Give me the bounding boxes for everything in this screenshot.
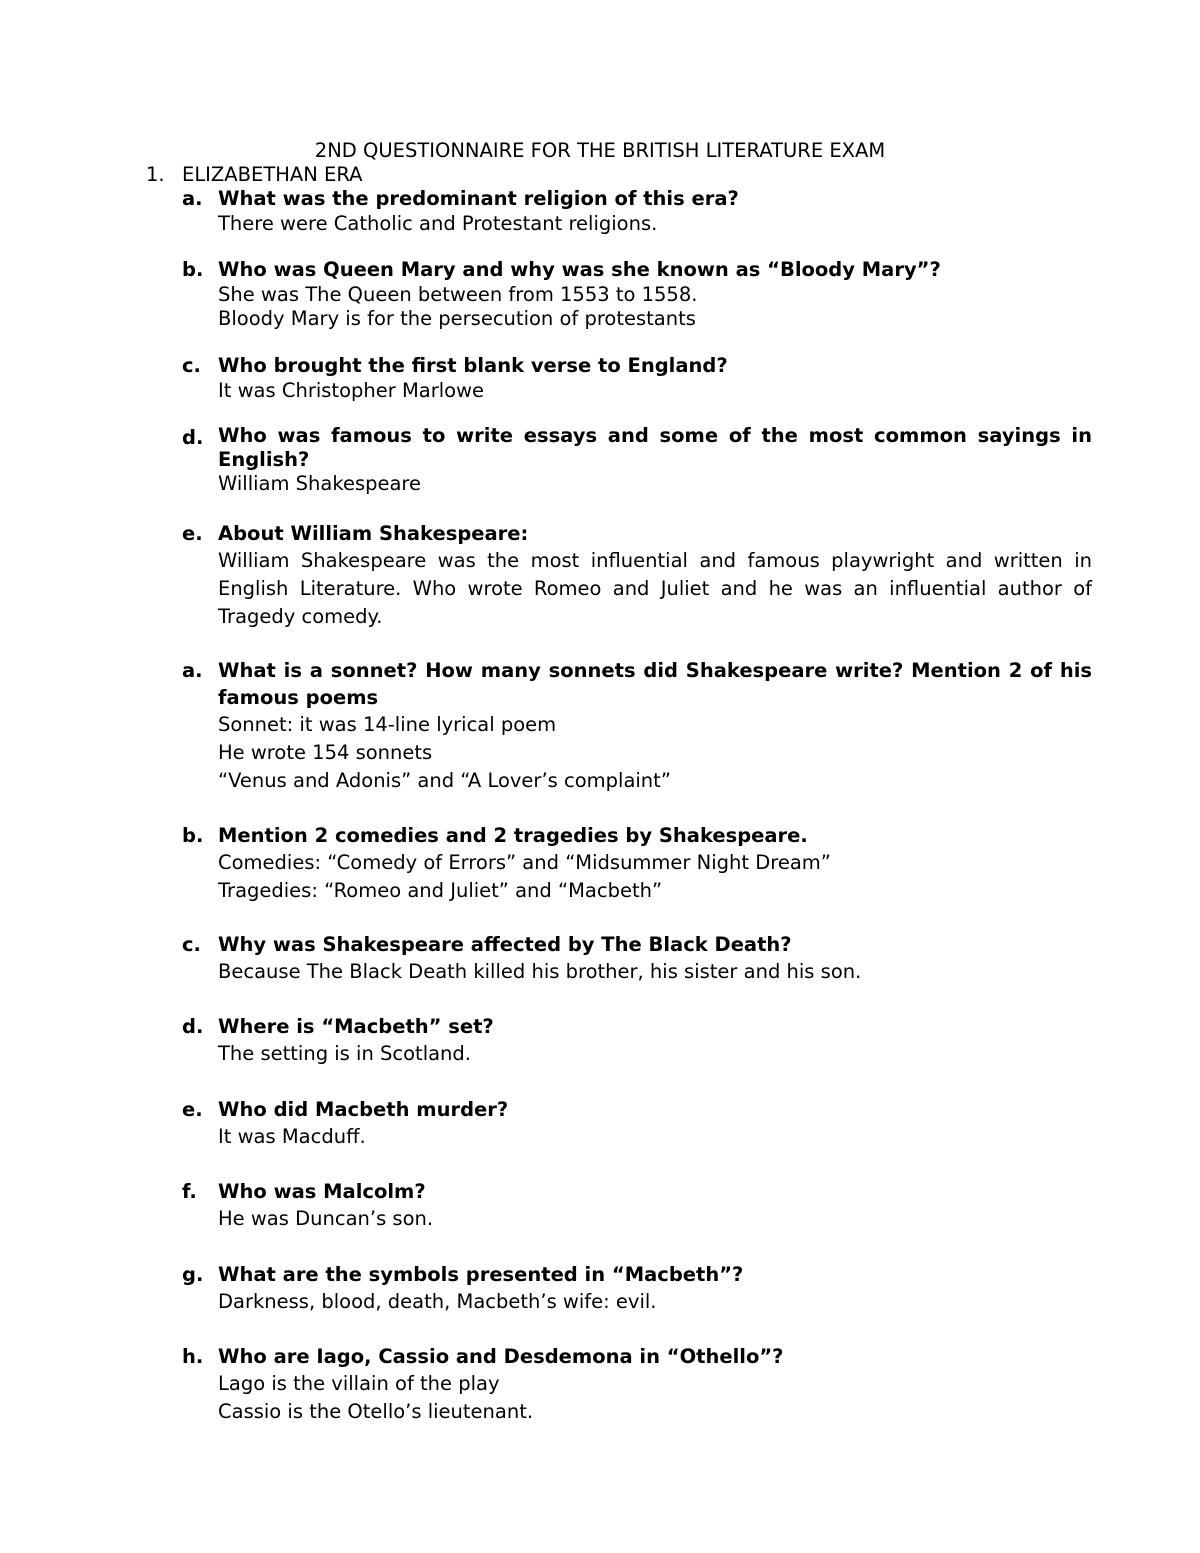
answer-paragraph: William Shakespeare was the most influential and famous playwright and written in English Literature. Who wrote Romeo and Juliet and he was an influential author of Tragedy comedy. (218, 549, 1092, 628)
answer-line: Darkness, blood, death, Macbeth’s wife: evil. (218, 1290, 657, 1313)
answer-block (218, 1123, 1092, 1151)
question-item (182, 1261, 1092, 1316)
answer-block (218, 1288, 1092, 1316)
question-letter: c. (182, 933, 201, 956)
question-item (182, 931, 1092, 986)
question-text: Mention 2 comedies and 2 tragedies by Shakespeare. (218, 824, 808, 847)
answer-line: Lago is the villain of the play (218, 1372, 500, 1395)
answer-line: Sonnet: it was 14-line lyrical poem (218, 713, 557, 736)
question-letter: b. (182, 258, 204, 281)
answer-line: Bloody Mary is for the persecution of protestants (218, 306, 696, 330)
answer-block (218, 1370, 1092, 1426)
answer-line: “Venus and Adonis” and “A Lover’s complaint” (218, 769, 671, 792)
answer-block (218, 849, 1092, 905)
question-text: About William Shakespeare: (218, 522, 529, 545)
question-letter: d. (182, 426, 204, 449)
section-number: 1. (146, 163, 165, 186)
question-text: Who brought the first blank verse to England? (218, 354, 728, 377)
question-text: What is a sonnet? How many sonnets did Shakespeare write? Mention 2 of his famous poems (218, 659, 1092, 709)
question-letter: h. (182, 1345, 204, 1368)
question-item (182, 520, 1092, 631)
question-text: Who was Malcolm? (218, 1180, 426, 1203)
question-text: What are the symbols presented in “Macbeth”? (218, 1263, 744, 1286)
question-item (182, 185, 1092, 236)
question-text: Who was famous to write essays and some of the most common sayings in English? (218, 424, 1092, 471)
question-text: Why was Shakespeare affected by The Black Death? (218, 933, 792, 956)
answer-block (218, 283, 1092, 330)
answer-line: Cassio is the Otello’s lieutenant. (218, 1400, 534, 1423)
answer-block (218, 379, 1092, 403)
question-letter: e. (182, 522, 203, 545)
answer-block (218, 1040, 1092, 1068)
question-letter: g. (182, 1263, 204, 1286)
answer-line: Tragedies: “Romeo and Juliet” and “Macbeth” (218, 879, 663, 902)
question-text: Who did Macbeth murder? (218, 1098, 509, 1121)
question-item (182, 1013, 1092, 1068)
answer-line: She was The Queen between from 1553 to 1558. (218, 283, 698, 306)
answer-line: William Shakespeare (218, 472, 422, 495)
question-text: Who are Iago, Cassio and Desdemona in “Othello”? (218, 1345, 784, 1368)
question-item (182, 1343, 1092, 1426)
answer-line: He was Duncan’s son. (218, 1207, 434, 1230)
answer-line: It was Christopher Marlowe (218, 379, 485, 402)
answer-line: It was Macduff. (218, 1125, 366, 1148)
answer-block (218, 711, 1092, 795)
question-text: Where is “Macbeth” set? (218, 1015, 494, 1038)
answer-line: He wrote 154 sonnets (218, 741, 433, 764)
document-title: 2ND QUESTIONNAIRE FOR THE BRITISH LITERATURE EXAM (314, 139, 886, 162)
question-item (182, 256, 1092, 330)
answer-block (218, 472, 1092, 496)
section-title: ELIZABETHAN ERA (182, 163, 363, 186)
answer-line: There were Catholic and Protestant religions. (218, 212, 658, 235)
answer-block (218, 958, 1092, 986)
answer-line: Comedies: “Comedy of Errors” and “Midsummer Night Dream” (218, 851, 831, 874)
question-letter: d. (182, 1015, 204, 1038)
question-item (182, 424, 1092, 496)
question-letter: a. (182, 659, 203, 682)
question-letter: e. (182, 1098, 203, 1121)
question-item (182, 822, 1092, 905)
question-letter: a. (182, 187, 203, 210)
question-text: Who was Queen Mary and why was she known as “Bloody Mary”? (218, 258, 941, 281)
question-letter: c. (182, 354, 201, 377)
answer-block (218, 1205, 1092, 1233)
question-item (182, 1178, 1092, 1233)
question-letter: f. (182, 1180, 197, 1203)
answer-line: The setting is in Scotland. (218, 1042, 471, 1065)
answer-line: Because The Black Death killed his brother, his sister and his son. (218, 960, 862, 983)
question-letter: b. (182, 824, 204, 847)
question-item (182, 657, 1092, 795)
answer-block (218, 547, 1092, 631)
question-item (182, 352, 1092, 403)
question-text: What was the predominant religion of this era? (218, 187, 739, 210)
answer-block (218, 212, 1092, 236)
question-item (182, 1096, 1092, 1151)
